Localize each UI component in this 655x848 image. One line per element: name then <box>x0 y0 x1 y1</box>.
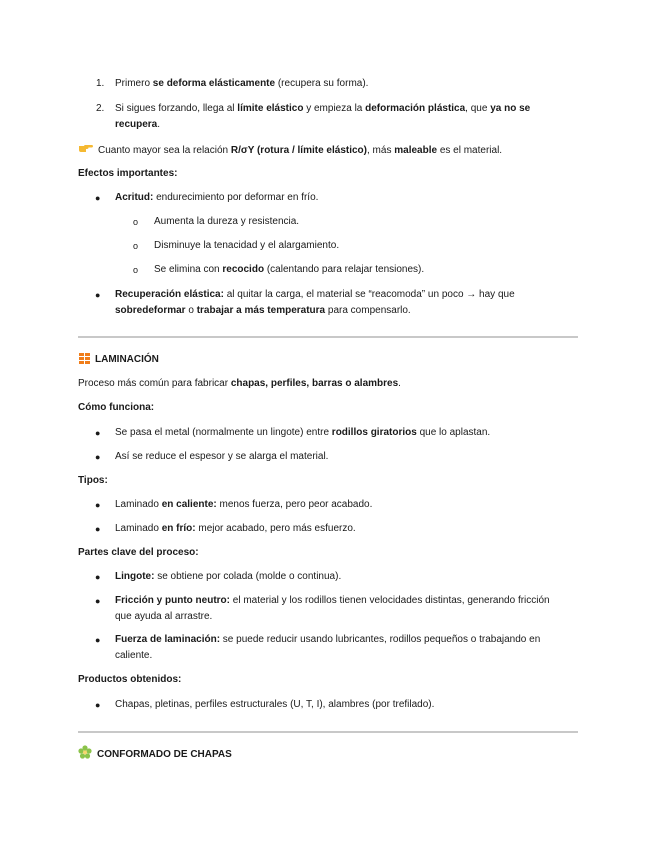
pointing-hand-icon <box>78 142 94 153</box>
circle-bullet-icon: o <box>133 241 139 251</box>
divider <box>78 731 578 733</box>
bullet-icon: ● <box>95 428 101 438</box>
circle-bullet-icon: o <box>133 217 139 227</box>
divider <box>78 336 578 338</box>
bullet-icon: ● <box>95 700 101 710</box>
list-number: 2. <box>96 103 105 114</box>
list-text: Primero se deforma elásticamente (recupera su forma). <box>115 78 369 89</box>
bullet-icon: ● <box>95 500 101 510</box>
list-text: Si sigues forzando, llega al límite elástico y empieza la deformación plástica, que ya no se recupera. <box>115 103 531 130</box>
bullet-icon: ● <box>95 193 101 203</box>
bullet-icon: ● <box>95 596 101 606</box>
gear-icon <box>78 745 92 759</box>
bullet-icon: ● <box>95 524 101 534</box>
brick-icon <box>78 352 90 364</box>
bullet-icon: ● <box>95 452 101 462</box>
list-number: 1. <box>96 78 105 89</box>
bullet-icon: ● <box>95 635 101 645</box>
bullet-icon: ● <box>95 290 101 300</box>
document-page: 1. Primero se deforma elásticamente (recupera su forma). 2. Si sigues forzando, llega al límite elástico y empieza la deformación plástica, que ya no se recupera. Cuanto mayor sea la relación R/σY (rotura / límite elástico), más maleable es el material. Efectos importantes: ● Acritud: endurecimiento por deformar en frío. o Aumenta la dureza y resistencia. o Disminuye la tenacidad y el alargamiento. o Se elimina con recocido (calentando para relajar tensiones). ● Recuperación elástica: al quitar la carga, el material se “reacomoda” un poco → hay que sobredeformar o trabajar a más temperatura para compensarlo. LAMINACIÓN Proceso más común para fabricar chapas, perfiles, barras o alambres. Cómo funciona: ● Se pasa el metal (normalmente un lingote) entre rodillos giratorios que lo aplastan. ● Así se reduce el espesor y se alarga el material. Tipos: ● Laminado en caliente: menos fuerza, pero peor acabado. ● Laminado en frío: mejor acabado, pero más esfuerzo. Partes clave del proceso: ● Lingote: se obtiene por colada (molde o continua). ● Fricción y punto neutro: el material y los rodillos tienen velocidades distintas, generando fricción que ayuda al arrastre. ● Fuerza de laminación: se puede reducir usando lubricantes, rodillos pequeños o trabajando en caliente. Productos obtenidos: ● Chapas, pletinas, perfiles estructurales (U, T, I), alambres (por trefilado). CONFORMADO DE CHAPAS <box>0 0 655 848</box>
bullet-icon: ● <box>95 572 101 582</box>
circle-bullet-icon: o <box>133 265 139 275</box>
